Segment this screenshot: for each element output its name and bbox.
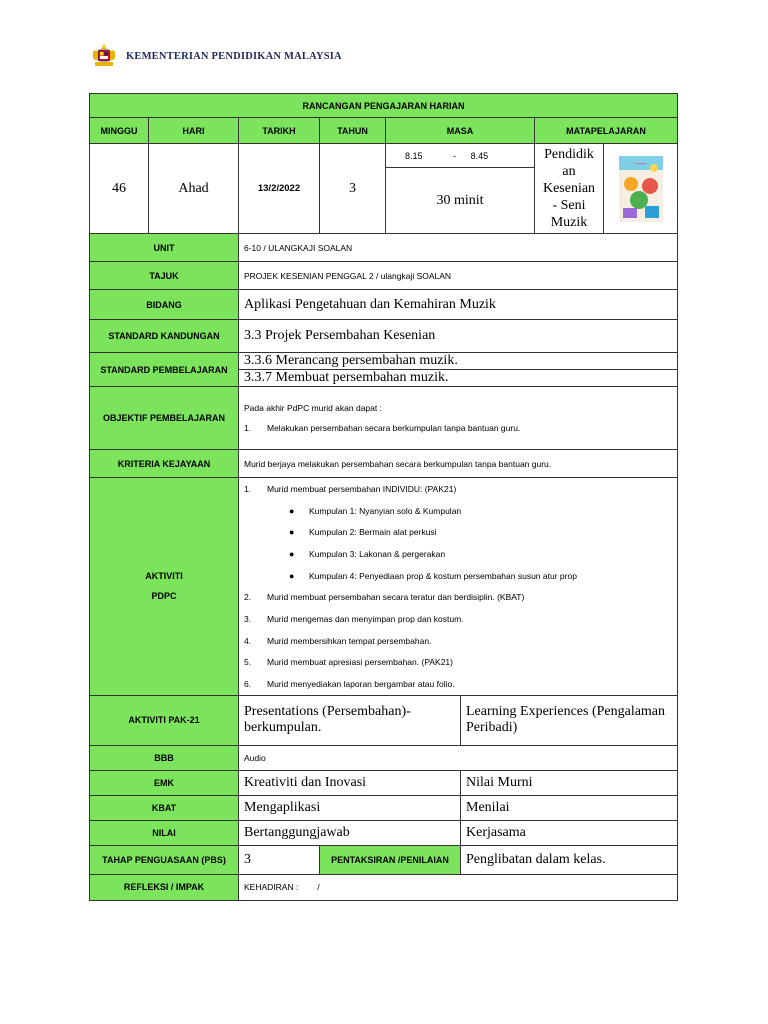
- malaysia-crest-icon: [90, 43, 118, 69]
- tajuk-value: PROJEK KESENIAN PENGGAL 2 / ulangkaji SOALAN: [239, 262, 678, 290]
- standard-pembelajaran-label: STANDARD PEMBELAJARAN: [90, 353, 239, 387]
- textbook-cover-image: [619, 156, 663, 222]
- list-item: [244, 652, 672, 674]
- refleksi-value: KEHADIRAN : /: [239, 874, 678, 900]
- minggu-value: 46: [90, 144, 149, 234]
- aktiviti-content: [239, 478, 678, 696]
- nilai-left: Bertanggungjawab: [239, 820, 461, 845]
- svg-text:~~~: ~~~: [635, 161, 646, 168]
- bullet-icon: ●: [289, 527, 295, 538]
- pak21-left: Presentations (Persembahan)-berkumpulan.: [239, 695, 461, 745]
- objektif-content: [239, 387, 678, 450]
- plan-title: RANCANGAN PENGAJARAN HARIAN: [90, 94, 678, 118]
- bullet-icon: ●: [289, 570, 295, 581]
- list-text: Murid membuat persembahan INDIVIDU: (PAK21): [267, 483, 457, 494]
- tarikh-value: 13/2/2022: [239, 144, 320, 234]
- list-text: Melakukan persembahan secara berkumpulan tanpa bantuan guru.: [267, 423, 521, 433]
- tahun-value: 3: [320, 144, 386, 234]
- standard-pembelajaran-line: 3.3.6 Merancang persembahan muzik.: [239, 353, 678, 370]
- list-number: 3.: [244, 613, 252, 624]
- ministry-name: KEMENTERIAN PENDIDIKAN MALAYSIA: [126, 50, 342, 62]
- list-item: [244, 478, 672, 500]
- bullet-icon: ●: [289, 548, 295, 559]
- kriteria-value: Murid berjaya melakukan persembahan secara berkumpulan tanpa bantuan guru.: [239, 450, 678, 478]
- standard-kandungan-value: 3.3 Projek Persembahan Kesenian: [239, 320, 678, 353]
- col-header-tahun: TAHUN: [320, 118, 386, 144]
- list-item: [244, 423, 672, 433]
- bullet-icon: ●: [289, 505, 295, 516]
- list-text: Murid membuat apresiasi persembahan. (PAK21): [267, 657, 453, 668]
- list-text: Murid mengemas dan menyimpan prop dan kostum.: [267, 613, 464, 624]
- tahap-label: TAHAP PENGUASAAN (PBS): [90, 845, 239, 874]
- list-text: Murid membersihkan tempat persembahan.: [267, 635, 432, 646]
- subject-line: Muzik: [550, 215, 588, 230]
- pentaksiran-label: PENTAKSIRAN /PENILAIAN: [320, 845, 461, 874]
- standard-pembelajaran-line: 3.3.7 Membuat persembahan muzik.: [239, 370, 678, 387]
- unit-label: UNIT: [90, 234, 239, 262]
- ministry-header: [90, 42, 342, 70]
- lesson-plan-table: [89, 93, 678, 901]
- list-number: 2.: [244, 592, 252, 603]
- col-header-tarikh: TARIKH: [239, 118, 320, 144]
- bidang-value: Aplikasi Pengetahuan dan Kemahiran Muzik: [239, 290, 678, 320]
- kbat-right: Menilai: [461, 795, 678, 820]
- textbook-cover-cell: [604, 144, 678, 234]
- bullet-text: Kumpulan 2: Bermain alat perkusi: [309, 527, 437, 538]
- objektif-label: OBJEKTIF PEMBELAJARAN: [90, 387, 239, 450]
- pak21-label: AKTIVITI PAK-21: [90, 695, 239, 745]
- unit-value: 6-10 / ULANGKAJI SOALAN: [239, 234, 678, 262]
- bullet-item: [244, 565, 672, 587]
- subject-line: an: [562, 164, 576, 179]
- list-text: Murid menyediakan laporan bergambar atau folio.: [267, 679, 455, 690]
- list-number: 5.: [244, 657, 252, 668]
- list-number: 6.: [244, 679, 252, 690]
- tajuk-label: TAJUK: [90, 262, 239, 290]
- bullet-text: Kumpulan 4: Penyediaan prop & kostum persembahan susun atur prop: [309, 570, 577, 581]
- masa-time: [386, 144, 535, 168]
- aktiviti-label-line: AKTIVITI: [145, 571, 183, 582]
- list-text: Murid membuat persembahan secara teratur dan berdisiplin. (KBAT): [267, 592, 525, 603]
- pentaksiran-value: Penglibatan dalam kelas.: [461, 845, 678, 874]
- col-header-hari: HARI: [149, 118, 239, 144]
- col-header-masa: MASA: [386, 118, 535, 144]
- list-number: 4.: [244, 635, 252, 646]
- masa-dash: -: [453, 150, 457, 161]
- standard-kandungan-label: STANDARD KANDUNGAN: [90, 320, 239, 353]
- subject-line: - Seni: [552, 198, 586, 213]
- bullet-item: [244, 521, 672, 543]
- list-item: [244, 673, 672, 695]
- hari-value: Ahad: [149, 144, 239, 234]
- list-number: 1.: [244, 423, 252, 433]
- subject-line: Pendidik: [544, 147, 594, 162]
- masa-start: 8.15: [405, 150, 423, 161]
- list-item: [244, 630, 672, 652]
- aktiviti-label-line: PDPC: [151, 591, 177, 602]
- objektif-intro: Pada akhir PdPC murid akan dapat :: [244, 403, 382, 413]
- list-number: 1.: [244, 483, 252, 494]
- pak21-right: Learning Experiences (Pengalaman Peribadi): [461, 695, 678, 745]
- bbb-value: Audio: [239, 745, 678, 770]
- emk-right: Nilai Murni: [461, 770, 678, 795]
- subject-line: Kesenian: [542, 181, 596, 196]
- list-item: [244, 586, 672, 608]
- bullet-item: [244, 500, 672, 522]
- nilai-right: Kerjasama: [461, 820, 678, 845]
- list-item: [244, 608, 672, 630]
- subject-name: [535, 144, 604, 234]
- refleksi-label: REFLEKSI / IMPAK: [90, 874, 239, 900]
- bullet-text: Kumpulan 3: Lakonan & pergerakan: [309, 548, 446, 559]
- col-header-minggu: MINGGU: [90, 118, 149, 144]
- bullet-text: Kumpulan 1: Nyanyian solo & Kumpulan: [309, 505, 462, 516]
- durasi-value: 30 minit: [386, 168, 535, 234]
- emk-left: Kreativiti dan Inovasi: [239, 770, 461, 795]
- aktiviti-label: [90, 478, 239, 696]
- masa-end: 8.45: [470, 150, 489, 161]
- bullet-item: [244, 543, 672, 565]
- kriteria-label: KRITERIA KEJAYAAN: [90, 450, 239, 478]
- kbat-label: KBAT: [90, 795, 239, 820]
- kbat-left: Mengaplikasi: [239, 795, 461, 820]
- bidang-label: BIDANG: [90, 290, 239, 320]
- nilai-label: NILAI: [90, 820, 239, 845]
- tahap-value: 3: [239, 845, 320, 874]
- bbb-label: BBB: [90, 745, 239, 770]
- col-header-matapelajaran: MATAPELAJARAN: [535, 118, 678, 144]
- emk-label: EMK: [90, 770, 239, 795]
